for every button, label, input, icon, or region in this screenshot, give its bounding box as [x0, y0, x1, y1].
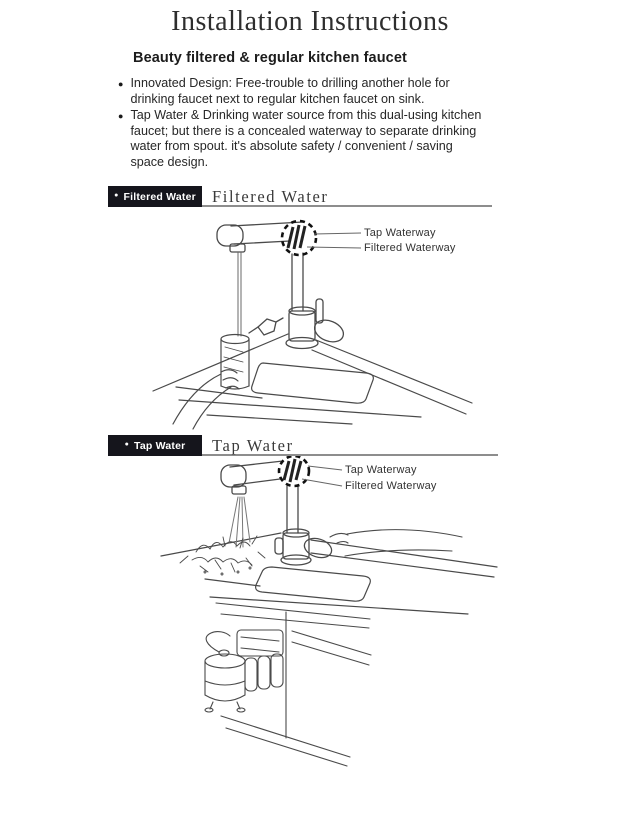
- faucet-outline: [217, 222, 347, 349]
- filter-system: [205, 630, 283, 712]
- tap-water-illustration: [0, 456, 620, 790]
- waterway-highlight: [279, 456, 309, 486]
- cabinet-outline: [216, 603, 371, 766]
- faucet-outline: [221, 461, 334, 565]
- tap-water-diagram: [0, 456, 620, 790]
- vegetables-sketch: [180, 536, 265, 575]
- product-subtitle: Beauty filtered & regular kitchen faucet: [133, 50, 407, 66]
- tap-water-badge: [108, 435, 202, 456]
- feature-text: Innovated Design: Free-trouble to drilling another hole for drinking faucet next to regular kitchen faucet on sink.: [130, 76, 450, 106]
- badge-label: Tap Water: [134, 439, 186, 452]
- water-stream: [238, 253, 241, 336]
- section-heading-tap: Tap Water: [212, 436, 294, 455]
- feature-item: [118, 108, 484, 170]
- section-heading-filtered: Filtered Water: [212, 187, 329, 206]
- bullet-icon: ●: [118, 79, 124, 89]
- feature-text: Tap Water & Drinking water source from this dual-using kitchen faucet; but there is a concealed waterway to separate drinking water from spout. it's absolute safety / convenient / saving space design.: [130, 108, 482, 169]
- filtered-water-diagram: [0, 208, 620, 436]
- callout-filtered-waterway: Filtered Waterway: [345, 480, 437, 492]
- badge-bullet-icon: ●: [124, 441, 130, 448]
- feature-list: [118, 76, 484, 172]
- filtered-water-badge: [108, 186, 202, 207]
- badge-label: Filtered Water: [123, 190, 196, 203]
- feature-item: [118, 76, 484, 107]
- filtered-water-illustration: [0, 208, 620, 436]
- callout-tap-waterway: Tap Waterway: [345, 464, 417, 476]
- badge-bullet-icon: ●: [114, 192, 119, 199]
- callout-filtered-waterway: Filtered Waterway: [364, 242, 456, 254]
- page-title: Installation Instructions: [171, 6, 449, 37]
- waterway-highlight: [282, 221, 316, 255]
- bullet-icon: ●: [118, 111, 124, 122]
- callout-tap-waterway: Tap Waterway: [364, 227, 436, 239]
